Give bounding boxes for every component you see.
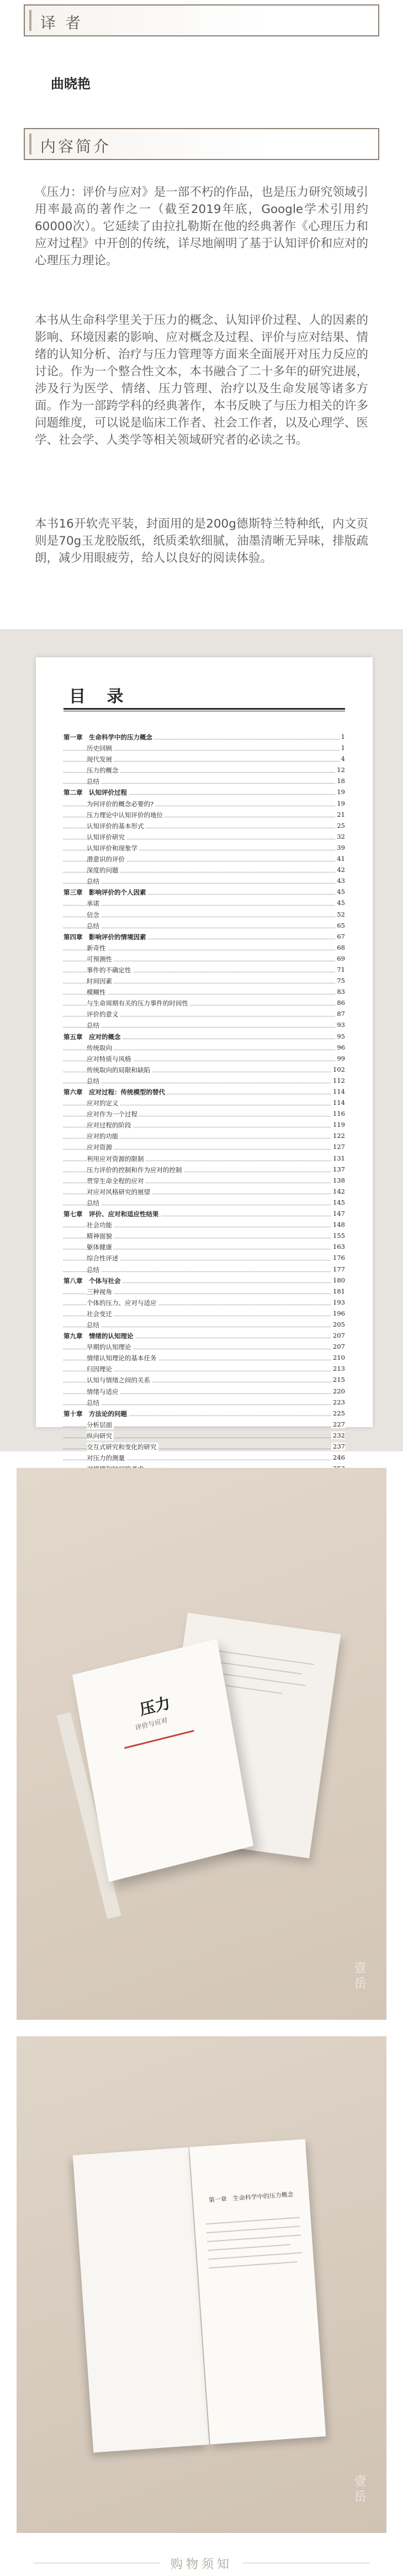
toc-entry-label: 压力理论中认知评价的地位 bbox=[87, 811, 165, 819]
toc-entry-page: 237 bbox=[331, 1443, 345, 1450]
toc-entry-page: 176 bbox=[331, 1254, 345, 1262]
toc-chapter-entry bbox=[63, 1330, 345, 1342]
toc-entry-label: 分析层面 bbox=[87, 1420, 114, 1429]
toc-entry-label: 综合性评述 bbox=[87, 1254, 120, 1263]
toc-entry-label: 总结 bbox=[87, 777, 101, 786]
toc-section-entry bbox=[63, 1297, 345, 1308]
toc-entry-page: 114 bbox=[331, 1099, 345, 1106]
toc-entry-page: 180 bbox=[331, 1276, 345, 1284]
intro-heading: 内容简介 bbox=[40, 137, 112, 156]
toc-entry-page: 163 bbox=[331, 1243, 345, 1250]
toc-entry-page: 65 bbox=[335, 922, 345, 929]
toc-entry-page: 119 bbox=[331, 1121, 345, 1129]
toc-entry-label: 认知评价的基本形式 bbox=[87, 822, 146, 831]
toc-entry-label: 应对过程的阶段 bbox=[87, 1121, 133, 1130]
toc-chapter-entry bbox=[63, 732, 345, 743]
toc-entry-page: 102 bbox=[331, 1066, 345, 1073]
toc-section-entry bbox=[63, 1397, 345, 1408]
toc-section-entry bbox=[63, 1452, 345, 1463]
toc-entry-page: 21 bbox=[335, 811, 345, 818]
toc-entry-label: 传统取向的局限和缺陷 bbox=[87, 1066, 152, 1074]
toc-section-entry bbox=[63, 1065, 345, 1076]
toc-entry-label: 社会变迁 bbox=[87, 1310, 114, 1318]
toc-section-entry bbox=[63, 965, 345, 976]
toc-entry-page: 87 bbox=[335, 1010, 345, 1018]
toc-entry-page: 177 bbox=[331, 1265, 345, 1273]
toc-entry-label: 评价的意义 bbox=[87, 1010, 120, 1019]
toc-entry-page: 207 bbox=[331, 1343, 345, 1350]
toc-section-entry bbox=[63, 909, 345, 920]
toc-entry-label: 交互式研究和变化的研究 bbox=[87, 1443, 158, 1451]
toc-entry-label: 归因理论 bbox=[87, 1365, 114, 1374]
toc-entry-label: 时间因素 bbox=[87, 977, 114, 986]
toc-entry-page: 213 bbox=[331, 1365, 345, 1372]
toc-entry-label: 个体的压力、应对与适应 bbox=[87, 1298, 158, 1307]
toc-entry-label: 认知评价和现象学 bbox=[87, 844, 139, 853]
toc-entry-label: 第二章 认知评价过程 bbox=[63, 788, 129, 797]
toc-entry-label: 第七章 评价、应对和适应性结果 bbox=[63, 1210, 161, 1218]
toc-section-entry bbox=[63, 1009, 345, 1020]
toc-entry-label: 社会功能 bbox=[87, 1221, 114, 1230]
toc-entry-label: 与生命周期有关的压力事件的时间性 bbox=[87, 999, 190, 1008]
toc-section-entry bbox=[63, 1419, 345, 1430]
toc-entry-page: 116 bbox=[331, 1110, 345, 1117]
toc-leader-dots bbox=[63, 1271, 345, 1272]
photo-seal-watermark: 壹岳 bbox=[352, 2474, 366, 2505]
toc-section-entry bbox=[63, 1076, 345, 1087]
toc-section-entry bbox=[63, 1375, 345, 1386]
toc-chapter-entry bbox=[63, 887, 345, 898]
toc-section-entry bbox=[63, 1264, 345, 1275]
toc-entry-label: 模糊性 bbox=[87, 988, 108, 997]
toc-section-entry bbox=[63, 943, 345, 954]
toc-entry-page: 25 bbox=[335, 822, 345, 829]
toc-entry-page: 71 bbox=[335, 966, 345, 973]
toc-section-entry bbox=[63, 998, 345, 1009]
product-photo-open-book bbox=[17, 2036, 386, 2533]
toc-entry-page: 19 bbox=[335, 800, 345, 807]
toc-leader-dots bbox=[63, 1404, 345, 1405]
toc-entry-label: 总结 bbox=[87, 1199, 101, 1207]
toc-section-entry bbox=[63, 1430, 345, 1441]
toc-entry-label: 事件的不确定性 bbox=[87, 966, 133, 975]
toc-entry-page: 196 bbox=[331, 1310, 345, 1317]
toc-entry-label: 第十章 方法论的问题 bbox=[63, 1409, 129, 1418]
toc-entry-page: 93 bbox=[335, 1021, 345, 1029]
toc-entry-label: 总结 bbox=[87, 1077, 101, 1085]
toc-entry-page: 69 bbox=[335, 955, 345, 962]
intro-paragraph-3: 本书16开软壳平装，封面用的是200g德斯特兰特种纸，内文页则是70g玉龙胶版纸，纸质柔软细腻，油墨清晰无异味，排版疏朗，减少用眼疲劳，给人以良好的阅读体验。 bbox=[35, 517, 368, 565]
toc-section-entry bbox=[63, 987, 345, 998]
toc-leader-dots bbox=[63, 1027, 345, 1028]
toc-entry-page: 96 bbox=[335, 1044, 345, 1051]
open-book-chapter-title: 第一章 生命科学中的压力概念 bbox=[208, 2190, 294, 2204]
toc-section-entry bbox=[63, 1120, 345, 1131]
photo-seal-watermark: 壹岳 bbox=[352, 1961, 366, 1992]
toc-entry-label: 总结 bbox=[87, 1265, 101, 1274]
toc-chapter-entry bbox=[63, 932, 345, 943]
toc-entry-page: 225 bbox=[331, 1409, 345, 1417]
toc-entry-page: 223 bbox=[331, 1398, 345, 1406]
toc-entry-label: 应对的功能 bbox=[87, 1132, 120, 1141]
toc-entry-label: 对压力的测量 bbox=[87, 1454, 126, 1462]
toc-entry-page: 1 bbox=[340, 744, 345, 752]
toc-leader-dots bbox=[63, 783, 345, 784]
toc-section-entry bbox=[63, 1353, 345, 1364]
text-line bbox=[206, 2217, 300, 2224]
toc-entry-page: 227 bbox=[331, 1420, 345, 1428]
toc-entry-label: 第五章 应对的概念 bbox=[63, 1032, 123, 1041]
translator-section-header bbox=[24, 4, 379, 36]
toc-title: 目 录 bbox=[69, 687, 131, 706]
toc-section-entry bbox=[63, 799, 345, 810]
toc-entry-page: 4 bbox=[340, 755, 345, 763]
toc-entry-label: 承诺 bbox=[87, 899, 101, 908]
toc-entry-label: 深度的问题 bbox=[87, 866, 120, 875]
toc-entry-page: 220 bbox=[331, 1387, 345, 1395]
toc-leader-dots bbox=[63, 905, 345, 906]
toc-entry-label: 传统取向 bbox=[87, 1044, 114, 1052]
toc-entry-label: 信念 bbox=[87, 911, 101, 919]
book-cover-accent-bar bbox=[124, 1730, 194, 1749]
toc-entry-page: 83 bbox=[335, 988, 345, 996]
toc-entry-label: 压力的概念 bbox=[87, 766, 120, 775]
open-book bbox=[73, 2139, 331, 2453]
toc-entry-page: 52 bbox=[335, 911, 345, 918]
toc-section-entry bbox=[63, 1153, 345, 1164]
toc-entry-page: 215 bbox=[331, 1376, 345, 1383]
open-book-left-page bbox=[73, 2147, 209, 2452]
toc-entry-page: 12 bbox=[335, 766, 345, 774]
toc-entry-page: 193 bbox=[331, 1298, 345, 1306]
toc-section-entry bbox=[63, 1286, 345, 1297]
toc-section-entry bbox=[63, 1197, 345, 1209]
toc-entry-label: 第四章 影响评价的情境因素 bbox=[63, 933, 148, 941]
toc-entry-page: 246 bbox=[331, 1454, 345, 1461]
toc-entry-page: 114 bbox=[331, 1088, 345, 1095]
toc-entry-page: 232 bbox=[331, 1431, 345, 1439]
toc-entry-label: 为何评价的概念必要的? bbox=[87, 800, 155, 808]
toc-section-entry bbox=[63, 843, 345, 854]
toc-entry-label: 第三章 影响评价的个人因素 bbox=[63, 888, 148, 897]
toc-section-entry bbox=[63, 1053, 345, 1065]
toc-section-entry bbox=[63, 1220, 345, 1231]
toc-section-entry bbox=[63, 865, 345, 876]
toc-section-entry bbox=[63, 1042, 345, 1053]
toc-entry-page: 42 bbox=[335, 866, 345, 874]
toc-entry-page: 138 bbox=[331, 1177, 345, 1184]
toc-entry-page: 32 bbox=[335, 833, 345, 840]
toc-section-entry bbox=[63, 1441, 345, 1452]
toc-section-entry bbox=[63, 898, 345, 909]
toc-entry-label: 纵向研究 bbox=[87, 1431, 114, 1440]
toc-section-entry bbox=[63, 832, 345, 843]
text-line bbox=[207, 2234, 301, 2242]
text-line bbox=[206, 2226, 300, 2233]
toc-entry-page: 39 bbox=[335, 844, 345, 851]
toc-section-entry bbox=[63, 876, 345, 887]
toc-section-entry bbox=[63, 1342, 345, 1353]
toc-entry-label: 贯穿生命全程的应对 bbox=[87, 1177, 146, 1185]
toc-entry-page: 147 bbox=[331, 1210, 345, 1217]
text-line bbox=[208, 2252, 302, 2260]
toc-list bbox=[63, 732, 345, 1574]
toc-section-entry bbox=[63, 1142, 345, 1153]
toc-entry-page: 41 bbox=[335, 855, 345, 863]
toc-entry-page: 207 bbox=[331, 1332, 345, 1339]
toc-section-entry bbox=[63, 754, 345, 765]
toc-entry-label: 可预测性 bbox=[87, 955, 114, 964]
toc-image bbox=[0, 629, 403, 1462]
toc-section-entry bbox=[63, 1109, 345, 1120]
toc-section-entry bbox=[63, 810, 345, 821]
toc-entry-label: 历史回顾 bbox=[87, 744, 114, 753]
toc-entry-page: 142 bbox=[331, 1188, 345, 1195]
toc-page bbox=[36, 657, 373, 1462]
toc-entry-label: 应对特质与风格 bbox=[87, 1055, 133, 1063]
toc-entry-label: 利用应对资源的限制 bbox=[87, 1154, 146, 1163]
toc-entry-label: 潜意识的评价 bbox=[87, 855, 126, 864]
toc-rule bbox=[63, 708, 345, 710]
text-line bbox=[208, 2244, 290, 2251]
toc-section-entry bbox=[63, 1186, 345, 1197]
toc-section-entry bbox=[63, 1020, 345, 1031]
toc-chapter-entry bbox=[63, 1031, 345, 1042]
toc-section-entry bbox=[63, 1319, 345, 1330]
toc-entry-label: 三种视角 bbox=[87, 1287, 114, 1296]
toc-entry-label: 应对的定义 bbox=[87, 1099, 120, 1108]
toc-section-entry bbox=[63, 1253, 345, 1264]
text-line bbox=[209, 2261, 297, 2269]
toc-entry-page: 45 bbox=[335, 899, 345, 907]
toc-entry-page: 67 bbox=[335, 933, 345, 940]
toc-entry-label: 认知与情绪之间的关系 bbox=[87, 1376, 152, 1385]
toc-entry-label: 早期的认知理论 bbox=[87, 1343, 133, 1351]
toc-entry-page: 122 bbox=[331, 1132, 345, 1140]
toc-entry-label: 第八章 个体与社会 bbox=[63, 1276, 123, 1285]
toc-entry-label: 压力评价的控制和作为应对的控制 bbox=[87, 1165, 184, 1174]
toc-entry-page: 99 bbox=[335, 1055, 345, 1062]
toc-section-entry bbox=[63, 1386, 345, 1397]
toc-entry-page: 127 bbox=[331, 1143, 345, 1151]
toc-entry-page: 68 bbox=[335, 944, 345, 951]
toc-entry-page: 155 bbox=[331, 1232, 345, 1239]
toc-section-entry bbox=[63, 1131, 345, 1142]
toc-entry-page: 131 bbox=[331, 1154, 345, 1162]
toc-entry-label: 对应对风格研究的展望 bbox=[87, 1188, 152, 1196]
toc-chapter-entry bbox=[63, 787, 345, 798]
intro-section-header bbox=[24, 128, 379, 160]
toc-chapter-entry bbox=[63, 1408, 345, 1419]
translator-heading: 译 者 bbox=[40, 14, 83, 32]
toc-entry-label: 总结 bbox=[87, 877, 101, 886]
toc-entry-page: 1 bbox=[340, 733, 345, 741]
toc-entry-page: 45 bbox=[335, 888, 345, 896]
toc-entry-page: 112 bbox=[331, 1077, 345, 1084]
intro-paragraph-2: 本书从生命科学里关于压力的概念、认知评价过程、人的因素的影响、环境因素的影响、应对概念及过程、评价与应对结果、情绪的认知分析、治疗与压力管理等方面来全面展开对压力反应的讨论。作为一个整合性文本，本书融合了二十多年的研究进展，涉及行为医学、情绪、压力管理、治疗以及生命发展等诸多方面。作为一部跨学科的经典著作，本书反映了与压力相关的许多问题维度，可以说是临床工作者、社会工作者，以及心理学、医学、社会学、人类学等相关领域研究者的必读之书。 bbox=[35, 313, 368, 447]
translator-name: 曲晓艳 bbox=[51, 76, 91, 92]
toc-section-entry bbox=[63, 854, 345, 865]
toc-entry-label: 应对作为一个过程 bbox=[87, 1110, 139, 1119]
toc-entry-label: 总结 bbox=[87, 1398, 101, 1407]
toc-entry-label: 情绪认知理论的基本任务 bbox=[87, 1354, 158, 1362]
toc-entry-page: 148 bbox=[331, 1221, 345, 1228]
toc-section-entry bbox=[63, 1098, 345, 1109]
toc-section-entry bbox=[63, 1164, 345, 1175]
toc-chapter-entry bbox=[63, 1209, 345, 1220]
toc-entry-label: 精神面貌 bbox=[87, 1232, 114, 1241]
toc-entry-label: 第九章 情绪的认知理论 bbox=[63, 1332, 135, 1340]
book-cover-title: 压力 bbox=[138, 1693, 172, 1720]
toc-entry-page: 181 bbox=[331, 1287, 345, 1295]
toc-entry-label: 应对资源 bbox=[87, 1143, 114, 1152]
toc-chapter-entry bbox=[63, 1087, 345, 1098]
toc-section-entry bbox=[63, 1231, 345, 1242]
toc-entry-label: 第六章 应对过程：传统模型的替代 bbox=[63, 1088, 167, 1097]
open-book-right-page bbox=[189, 2139, 326, 2444]
toc-chapter-entry bbox=[63, 1275, 345, 1286]
book-cover-subtitle: 评价与应对 bbox=[134, 1716, 168, 1732]
toc-section-entry bbox=[63, 954, 345, 965]
toc-section-entry bbox=[63, 1364, 345, 1375]
toc-entry-page: 86 bbox=[335, 999, 345, 1007]
toc-section-entry bbox=[63, 920, 345, 932]
toc-entry-page: 210 bbox=[331, 1354, 345, 1361]
toc-entry-label: 躯体健康 bbox=[87, 1243, 114, 1252]
toc-entry-label: 认知评价研究 bbox=[87, 833, 126, 842]
toc-entry-page: 43 bbox=[335, 877, 345, 885]
toc-entry-page: 95 bbox=[335, 1032, 345, 1040]
footer-label: 购物须知 bbox=[170, 2558, 232, 2572]
toc-section-entry bbox=[63, 821, 345, 832]
toc-entry-label: 情绪与适应 bbox=[87, 1387, 120, 1396]
intro-paragraph-1: 《压力：评价与应对》是一部不朽的作品，也是压力研究领域引用率最高的著作之一（截至2019年底，Google学术引用约60000次）。它延续了由拉扎勒斯在他的经典著作《心理压力和应对过程》中开创的传统，详尽地阐明了基于认知评价和应对的心理压力理论。 bbox=[35, 185, 368, 268]
toc-entry-label: 总结 bbox=[87, 1321, 101, 1329]
product-photo-books bbox=[17, 1468, 386, 2020]
toc-section-entry bbox=[63, 1242, 345, 1253]
toc-entry-page: 75 bbox=[335, 977, 345, 984]
toc-entry-label: 总结 bbox=[87, 1021, 101, 1030]
footer-divider bbox=[0, 2550, 403, 2576]
toc-section-entry bbox=[63, 976, 345, 987]
toc-entry-page: 137 bbox=[331, 1165, 345, 1173]
toc-entry-page: 145 bbox=[331, 1199, 345, 1206]
toc-section-entry bbox=[63, 1175, 345, 1186]
toc-entry-label: 总结 bbox=[87, 922, 101, 930]
toc-entry-label: 现代发展 bbox=[87, 755, 114, 764]
toc-entry-page: 19 bbox=[335, 788, 345, 796]
toc-entry-label: 新奇性 bbox=[87, 944, 108, 952]
toc-entry-page: 205 bbox=[331, 1321, 345, 1328]
toc-entry-page: 18 bbox=[335, 777, 345, 785]
toc-section-entry bbox=[63, 776, 345, 787]
toc-section-entry bbox=[63, 1308, 345, 1319]
toc-section-entry bbox=[63, 765, 345, 776]
toc-section-entry bbox=[63, 743, 345, 754]
toc-entry-label: 第一章 生命科学中的压力概念 bbox=[63, 733, 154, 742]
